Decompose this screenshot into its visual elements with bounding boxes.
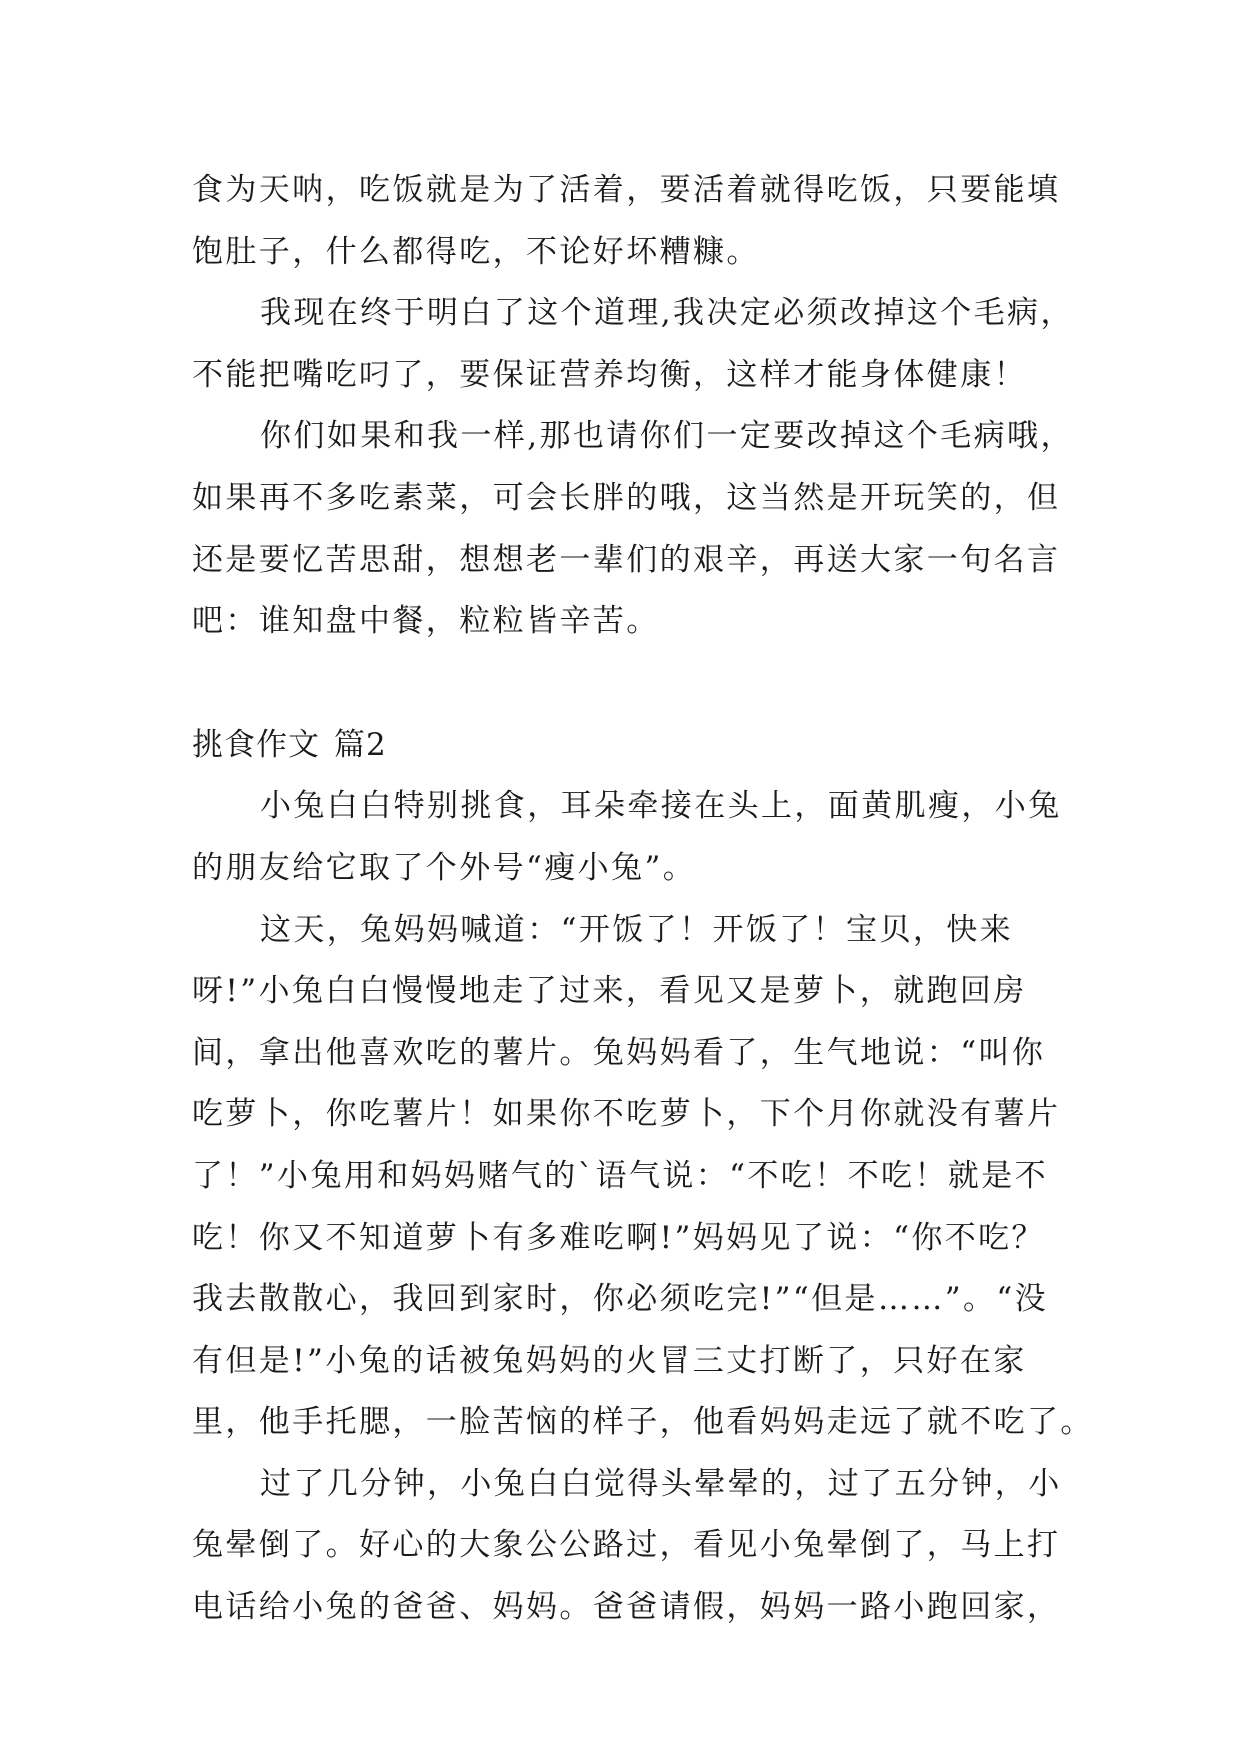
- text-line: 的朋友给它取了个外号“瘦小兔”。: [192, 849, 697, 886]
- text-line: 间，拿出他喜欢吃的薯片。兔妈妈看了，生气地说：“叫你: [192, 1034, 1046, 1071]
- paragraph-start: 我现在终于明白了这个道理,我决定必须改掉这个毛病，: [260, 295, 1074, 332]
- text-line: 兔晕倒了。好心的大象公公路过，看见小兔晕倒了，马上打: [192, 1527, 1061, 1564]
- paragraph-start: 小兔白白特别挑食，耳朵牵接在头上，面黄肌瘦，小兔: [260, 788, 1062, 825]
- text-line: 吃！你又不知道萝卜有多难吃啊!”妈妈见了说：“你不吃？: [192, 1219, 1045, 1256]
- heading-title: 挑食作文: [192, 726, 320, 763]
- document-body: [192, 160, 1094, 1639]
- text-line: 我去散散心，我回到家时，你必须吃完!”“但是……”。“没: [192, 1281, 1049, 1318]
- text-line: 有但是!”小兔的话被兔妈妈的火冒三丈打断了，只好在家: [192, 1342, 1027, 1379]
- text-line: 吧：谁知盘中餐，粒粒皆辛苦。: [192, 603, 660, 640]
- text-line: 电话给小兔的爸爸、妈妈。爸爸请假，妈妈一路小跑回家，: [192, 1589, 1061, 1626]
- text-line: 不能把嘴吃叼了，要保证营养均衡，这样才能身体健康！: [192, 356, 1027, 393]
- text-line: 吃萝卜，你吃薯片！如果你不吃萝卜，下个月你就没有薯片: [192, 1096, 1061, 1133]
- section-heading: [192, 715, 1060, 777]
- paragraph-start: 你们如果和我一样,那也请你们一定要改掉这个毛病哦，: [260, 418, 1074, 455]
- text-line: 了！”小兔用和妈妈赌气的`语气说：“不吃！不吃！就是不: [192, 1157, 1048, 1194]
- paragraph-start: 过了几分钟，小兔白白觉得头晕晕的，过了五分钟，小: [260, 1465, 1062, 1502]
- text-line: 里，他手托腮，一脸苦恼的样子，他看妈妈走远了就不吃了。: [192, 1404, 1094, 1441]
- heading-number: 篇2: [334, 726, 387, 763]
- section-gap: [192, 653, 1060, 715]
- text-line: 饱肚子，什么都得吃，不论好坏糟糠。: [192, 233, 760, 270]
- text-line: 如果再不多吃素菜，可会长胖的哦，这当然是开玩笑的，但: [192, 479, 1061, 516]
- text-line: 食为天呐，吃饭就是为了活着，要活着就得吃饭，只要能填: [192, 172, 1061, 208]
- paragraph-start: 这天，兔妈妈喊道：“开饭了！开饭了！宝贝，快来: [260, 911, 1014, 948]
- text-line: 还是要忆苦思甜，想想老一辈们的艰辛，再送大家一句名言: [192, 541, 1061, 578]
- text-line: 呀!”小兔白白慢慢地走了过来，看见又是萝卜，就跑回房: [192, 973, 1027, 1010]
